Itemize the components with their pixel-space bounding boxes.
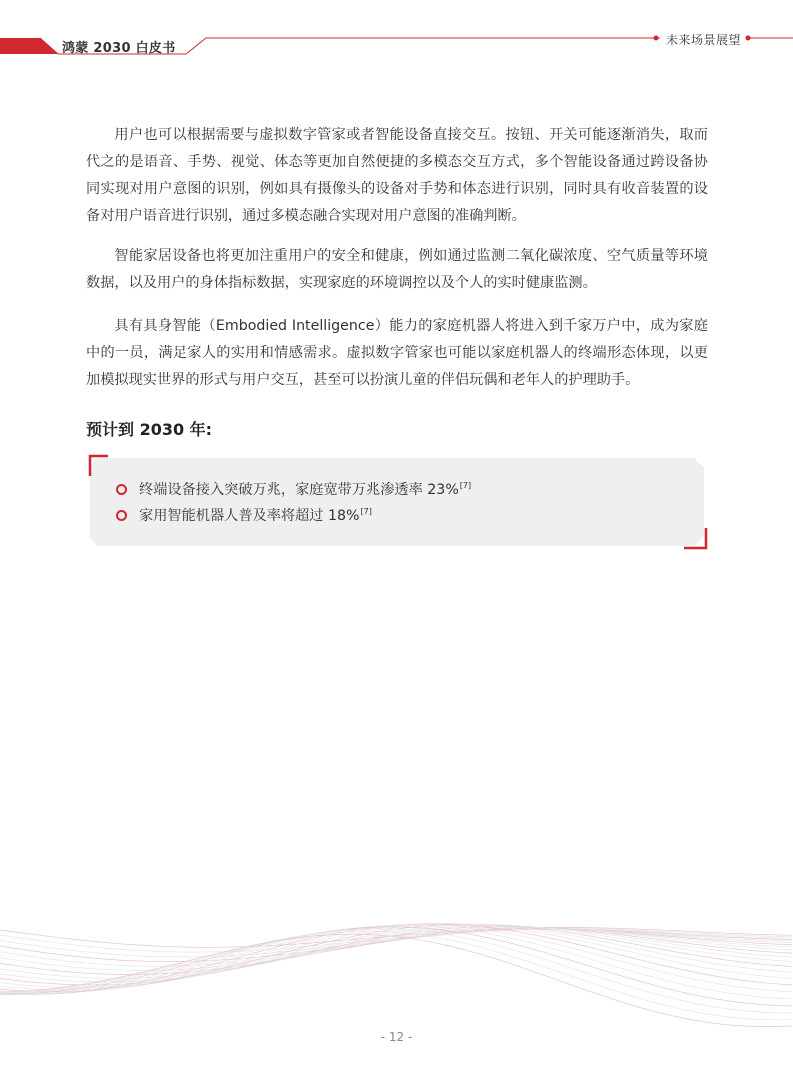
paragraph-health: 智能家居设备也将更加注重用户的安全和健康，例如通过监测二氧化碳浓度、空气质量等环境数据，以及用户的身体指标数据，实现家庭的环境调控以及个人的实时健康监测。 bbox=[86, 248, 708, 291]
wave-decoration bbox=[0, 860, 793, 1030]
forecast-item-text: 终端设备接入突破万兆，家庭宽带万兆渗透率 23%[7] bbox=[139, 481, 472, 498]
paragraph-interaction: 用户也可以根据需要与虚拟数字管家或者智能设备直接交互。按钮、开关可能逐渐消失，取而代之的是语音、手势、视觉、体态等更加自然便捷的多模态交互方式，多个智能设备通过跨设备协同实现对用户意图的识别，例如具有摄像头的设备对手势和体态进行识别，同时具有收音装置的设备对用户语音进行识别，通过多模态融合实现对用户意图的准确判断。 bbox=[86, 127, 708, 224]
ring-bullet-icon bbox=[116, 484, 127, 495]
list-item bbox=[116, 502, 471, 528]
forecast-item-text: 家用智能机器人普及率将超过 18%[7] bbox=[139, 507, 372, 524]
page-header bbox=[0, 0, 793, 60]
wave-line bbox=[0, 926, 792, 985]
forecast-list bbox=[116, 476, 471, 528]
forecast-heading: 预计到 2030 年: bbox=[86, 420, 213, 439]
list-item bbox=[116, 476, 471, 502]
citation-ref[interactable]: [7] bbox=[459, 481, 472, 491]
document-title: 鸿蒙 2030 白皮书 bbox=[62, 41, 176, 56]
page-number: - 12 - bbox=[380, 1030, 413, 1044]
ring-bullet-icon bbox=[116, 510, 127, 521]
wave-line bbox=[0, 929, 792, 961]
paragraph-robot: 具有具身智能（Embodied Intelligence）能力的家庭机器人将进入到千家万户中，成为家庭中的一员，满足家人的实用和情感需求。虚拟数字管家也可能以家庭机器人的终端形态体现，以更加模拟现实世界的形式与用户交互，甚至可以扮演儿童的伴侣玩偶和老年人的护理助手。 bbox=[86, 318, 708, 388]
wave-line bbox=[0, 934, 792, 1026]
forecast-callout bbox=[86, 454, 708, 550]
citation-ref[interactable]: [7] bbox=[360, 507, 372, 517]
section-title: 未来场景展望 bbox=[666, 33, 742, 47]
